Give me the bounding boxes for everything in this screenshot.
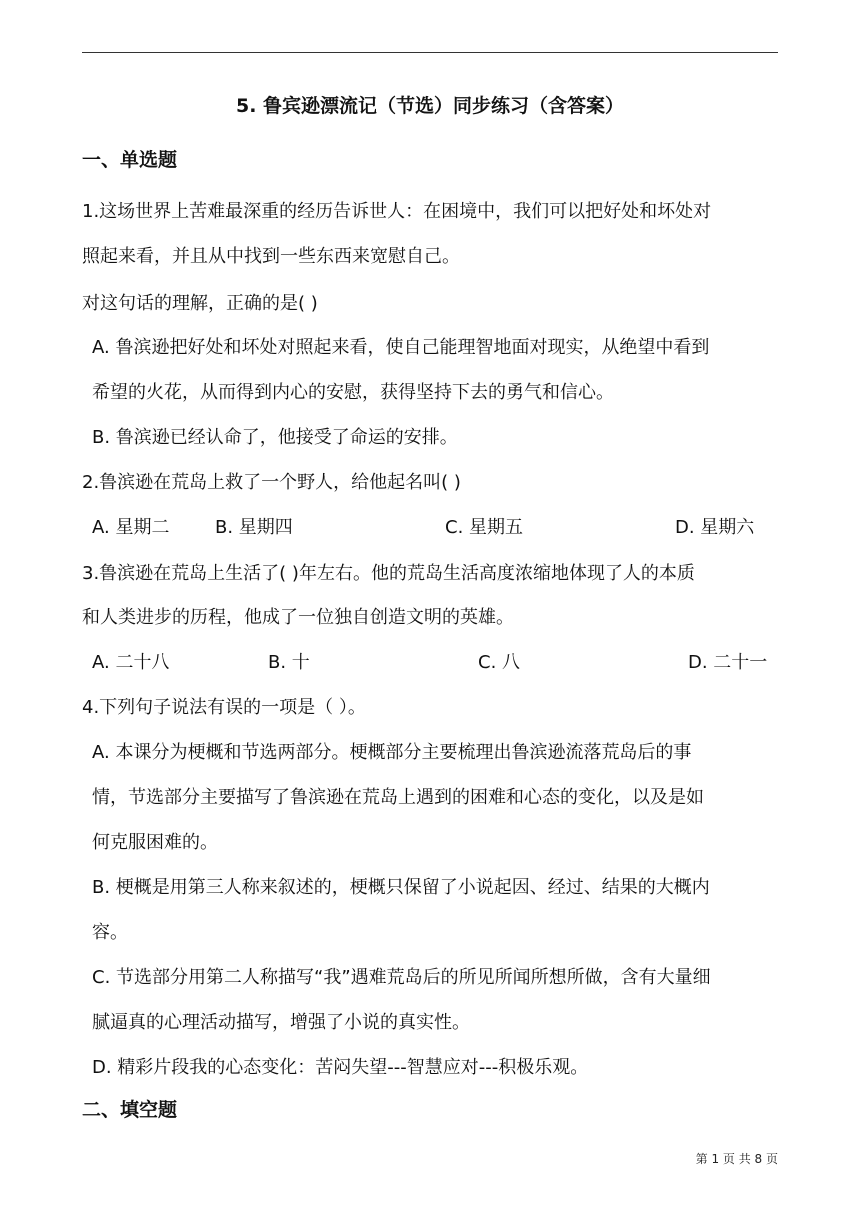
document-title: 5. 鲁宾逊漂流记（节选）同步练习（含答案） — [235, 95, 625, 117]
page-number: 第 1 页 共 8 页 — [695, 1152, 778, 1166]
question-4-stem: 4.下列句子说法有误的一项是（ ）。 — [82, 697, 366, 718]
question-4-option-b-line-1: B. 梗概是用第三人称来叙述的，梗概只保留了小说起因、经过、结果的大概内 — [92, 877, 710, 898]
question-2-option-a: A. 星期二 — [92, 517, 170, 538]
question-1-line-2: 照起来看，并且从中找到一些东西来宽慰自己。 — [82, 246, 460, 267]
question-3-option-d: D. 二十一 — [688, 652, 768, 673]
question-4-option-a-line-2: 情，节选部分主要描写了鲁滨逊在荒岛上遇到的困难和心态的变化，以及是如 — [92, 787, 704, 808]
question-2-option-c: C. 星期五 — [445, 517, 524, 538]
question-2-stem: 2.鲁滨逊在荒岛上救了一个野人，给他起名叫( ) — [82, 472, 461, 493]
question-1-prompt: 对这句话的理解，正确的是( ) — [82, 293, 318, 314]
question-4-option-a-line-1: A. 本课分为梗概和节选两部分。梗概部分主要梳理出鲁滨逊流落荒岛后的事 — [92, 742, 692, 763]
question-4-option-c-line-1: C. 节选部分用第二人称描写“我”遇难荒岛后的所见所闻所想所做，含有大量细 — [92, 967, 711, 988]
section-heading-single-choice: 一、单选题 — [82, 149, 178, 171]
section-heading-fill-in: 二、填空题 — [82, 1099, 178, 1121]
question-1-option-a-line-2: 希望的火花，从而得到内心的安慰，获得坚持下去的勇气和信心。 — [92, 382, 614, 403]
question-4-option-a-line-3: 何克服困难的。 — [92, 832, 218, 853]
question-3-line-1: 3.鲁滨逊在荒岛上生活了( )年左右。他的荒岛生活高度浓缩地体现了人的本质 — [82, 563, 695, 584]
question-4-option-d: D. 精彩片段我的心态变化：苦闷失望---智慧应对---积极乐观。 — [92, 1057, 589, 1078]
question-1-option-b: B. 鲁滨逊已经认命了，他接受了命运的安排。 — [92, 427, 458, 448]
question-2-option-d: D. 星期六 — [675, 517, 755, 538]
question-1-option-a-line-1: A. 鲁滨逊把好处和坏处对照起来看，使自己能理智地面对现实，从绝望中看到 — [92, 337, 710, 358]
question-1-line-1: 1.这场世界上苦难最深重的经历告诉世人：在困境中，我们可以把好处和坏处对 — [82, 201, 712, 222]
question-2-option-b: B. 星期四 — [215, 517, 293, 538]
header-rule — [82, 52, 778, 53]
question-3-option-b: B. 十 — [268, 652, 310, 673]
question-4-option-c-line-2: 腻逼真的心理活动描写，增强了小说的真实性。 — [92, 1012, 470, 1033]
question-3-line-2: 和人类进步的历程，他成了一位独自创造文明的英雄。 — [82, 607, 514, 628]
question-4-option-b-line-2: 容。 — [92, 922, 128, 943]
question-3-option-c: C. 八 — [478, 652, 521, 673]
question-3-option-a: A. 二十八 — [92, 652, 170, 673]
